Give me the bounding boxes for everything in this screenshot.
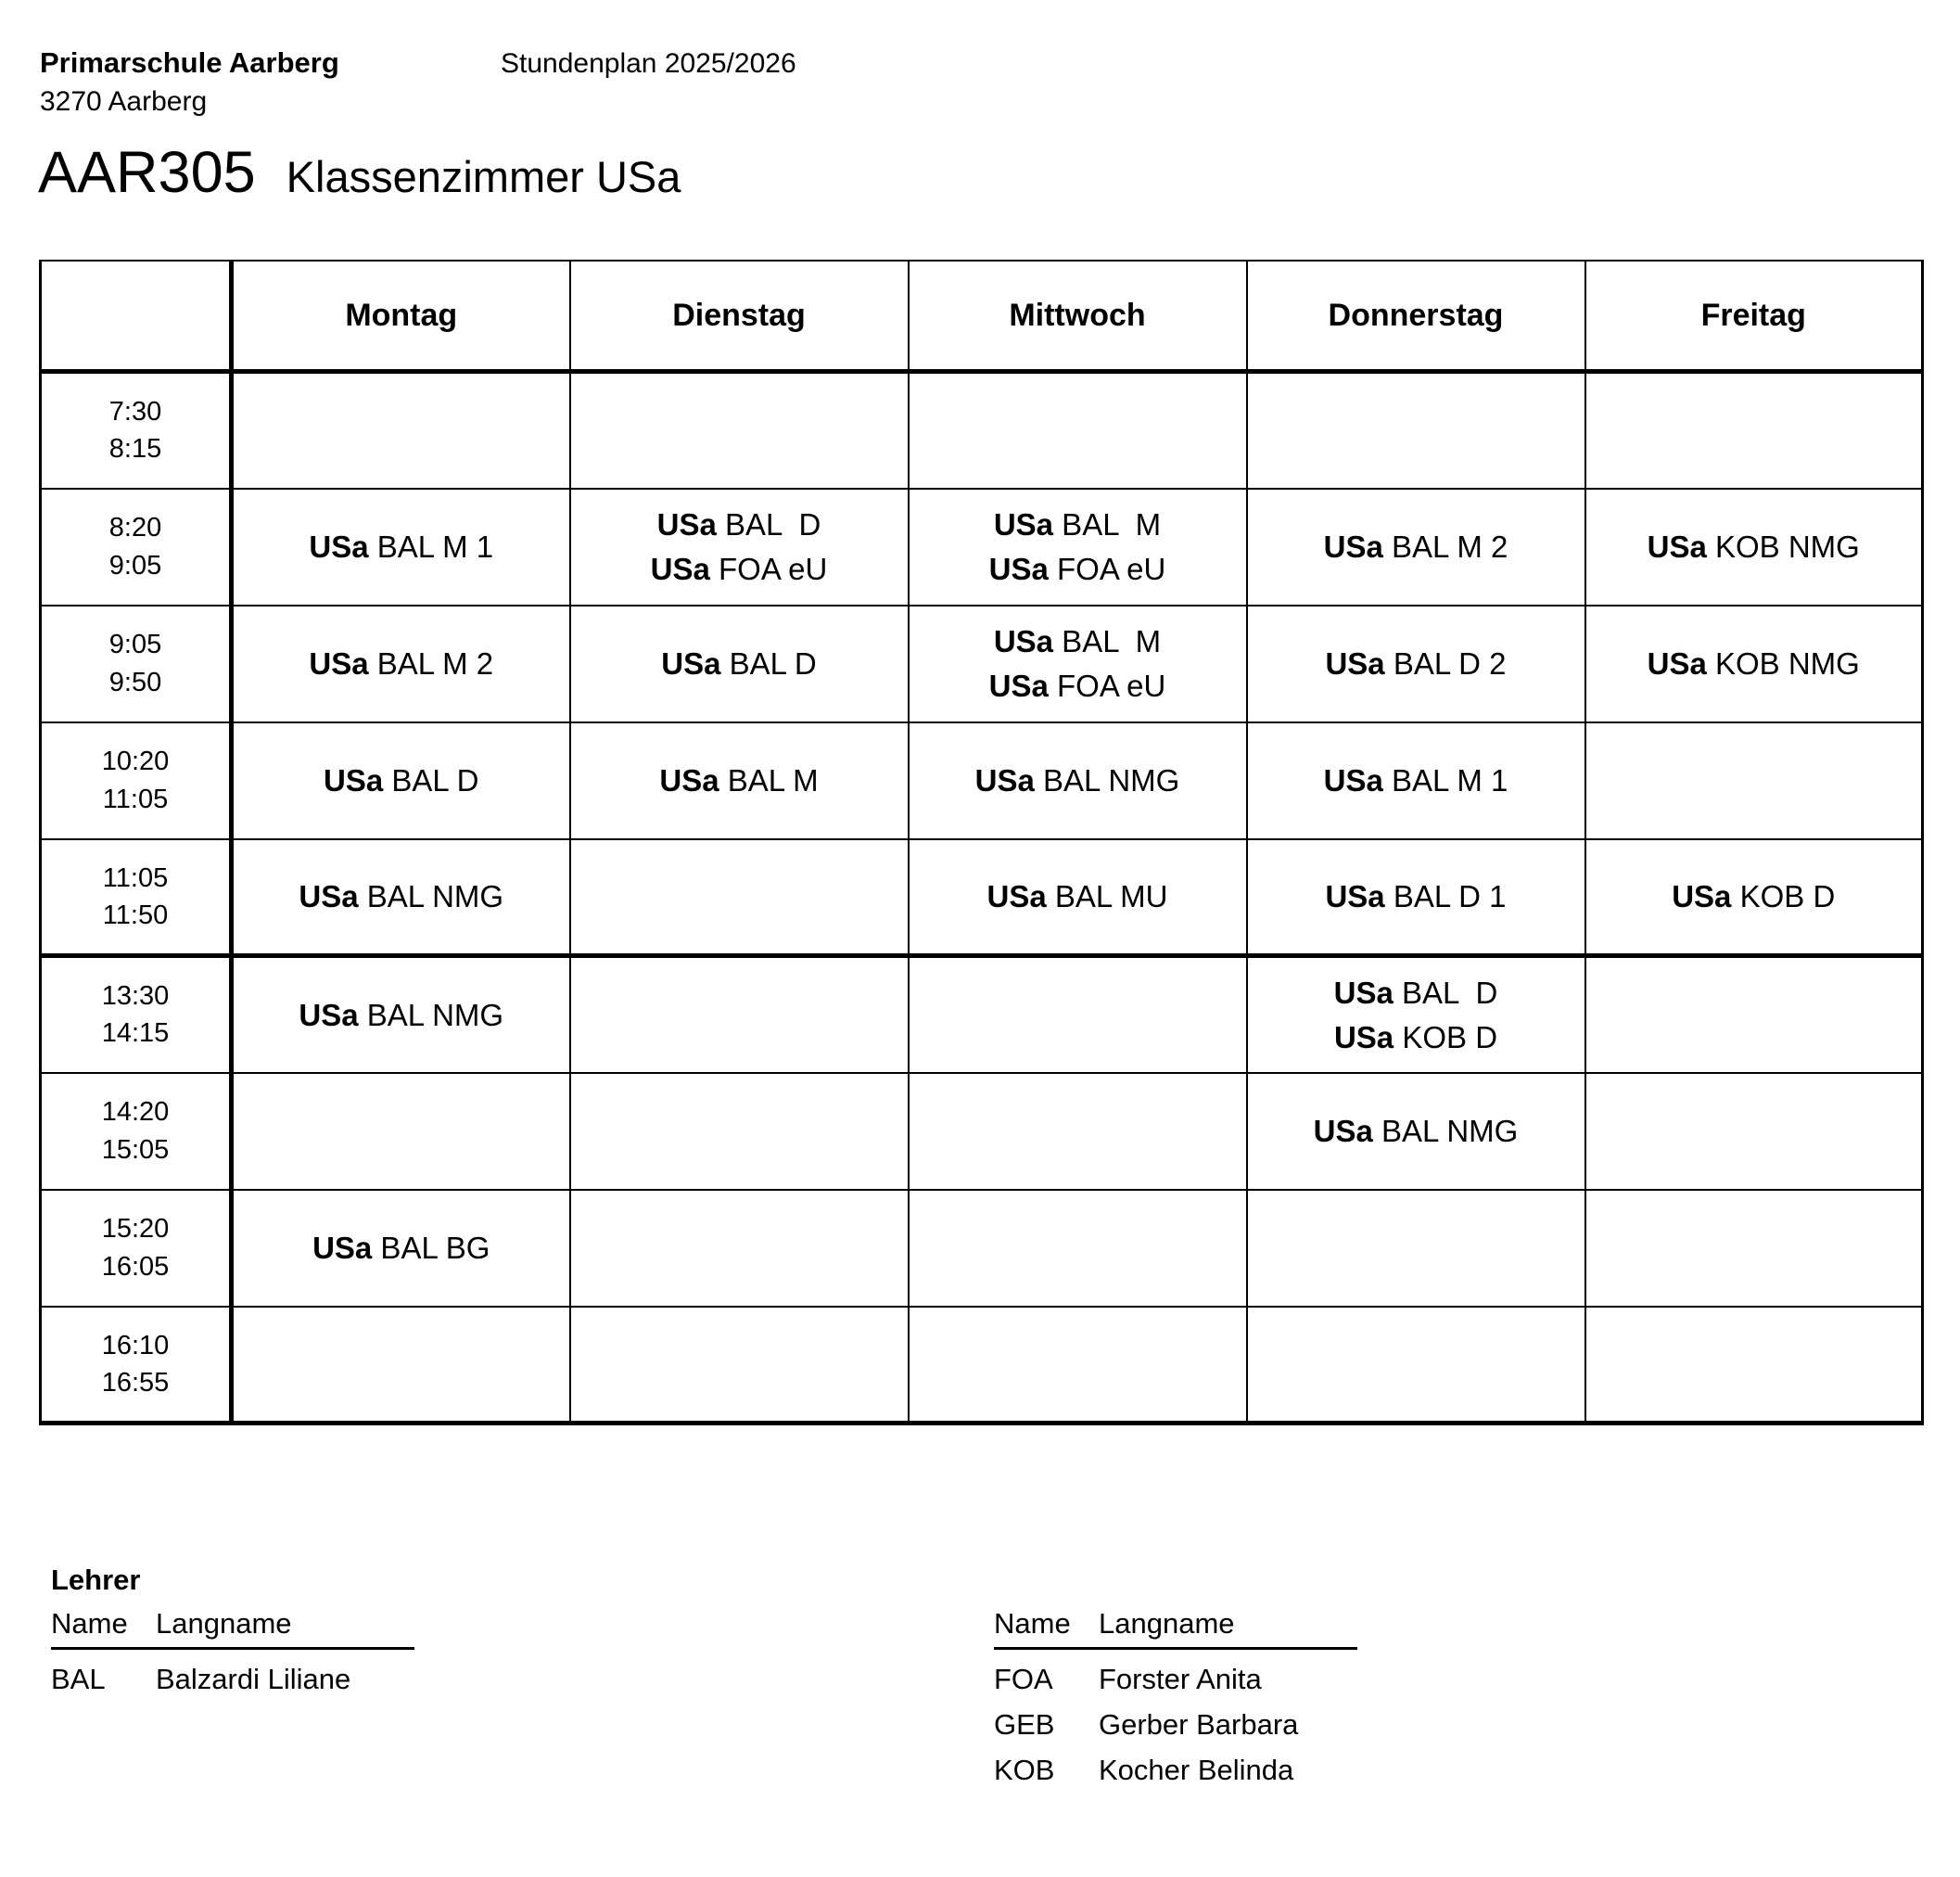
lesson-cell	[1247, 606, 1585, 722]
lesson-entry	[910, 670, 1246, 701]
lesson-entry	[571, 509, 908, 540]
lesson-entry	[571, 648, 908, 679]
lesson-entry	[571, 554, 908, 584]
lesson-cell	[1247, 489, 1585, 606]
lesson-cell	[1585, 1190, 1923, 1307]
teacher-subject-label: BAL D	[1393, 975, 1498, 1010]
class-label: USa	[1323, 763, 1383, 798]
time-end: 9:05	[108, 550, 162, 581]
time-start: 15:20	[101, 1214, 170, 1245]
teacher-code: KOB	[994, 1754, 1055, 1786]
time-end: 11:50	[102, 900, 169, 930]
teacher-subject-label: BAL NMG	[358, 997, 504, 1032]
class-label: USa	[323, 763, 384, 798]
lesson-entry	[910, 554, 1246, 584]
lesson-cell	[909, 372, 1247, 489]
class-label: USa	[1325, 879, 1385, 914]
teacher-subject-label: BAL MU	[1046, 879, 1168, 914]
teacher-subject-label: BAL D 1	[1384, 879, 1507, 914]
lesson-entry	[234, 1232, 569, 1263]
lesson-entry	[234, 648, 569, 679]
table-row	[41, 1307, 1923, 1424]
class-label: USa	[309, 530, 369, 564]
lesson-entry	[571, 765, 908, 796]
time-end: 16:05	[101, 1251, 170, 1282]
lesson-cell	[570, 1307, 909, 1424]
time-cell	[41, 1073, 232, 1190]
lesson-entry	[1586, 881, 1922, 912]
teacher-code: GEB	[994, 1708, 1055, 1741]
teacher-subject-label: BAL NMG	[358, 879, 504, 914]
class-label: USa	[299, 879, 359, 914]
lesson-entry	[910, 881, 1246, 912]
lesson-cell	[232, 372, 570, 489]
lesson-cell	[570, 606, 909, 722]
time-end: 9:50	[108, 667, 162, 697]
day-header-wednesday: Mittwoch	[909, 261, 1247, 372]
class-label: USa	[988, 552, 1049, 586]
day-header-friday: Freitag	[1585, 261, 1923, 372]
legend-col-name-label: Name	[51, 1607, 128, 1640]
legend-columns-header	[994, 1607, 1357, 1650]
lesson-cell	[1247, 372, 1585, 489]
school-name: Primarschule Aarberg	[40, 46, 339, 79]
teacher-fullname: Gerber Barbara	[1099, 1708, 1299, 1741]
teacher-subject-label: FOA eU	[709, 552, 828, 586]
legend-right-column	[994, 1607, 1357, 1787]
legend-col-longname-label: Langname	[156, 1607, 292, 1640]
time-end: 8:15	[108, 434, 162, 465]
lesson-entry	[1248, 1019, 1585, 1054]
lesson-cell	[909, 489, 1247, 606]
teacher-subject-label: BAL M	[1053, 624, 1162, 658]
lesson-entry	[1248, 977, 1585, 1008]
lesson-entry	[910, 765, 1246, 796]
class-label: USa	[993, 624, 1054, 658]
lesson-entry	[234, 997, 569, 1032]
lesson-cell	[570, 1073, 909, 1190]
page-title	[38, 139, 681, 206]
lesson-cell	[1247, 956, 1585, 1073]
teacher-subject-label: KOB NMG	[1706, 646, 1860, 681]
teacher-fullname: Forster Anita	[1099, 1663, 1262, 1695]
table-row	[41, 606, 1923, 722]
legend-columns-header	[51, 1607, 414, 1650]
lesson-entry	[234, 531, 569, 562]
teacher-subject-label: BAL D 2	[1384, 646, 1507, 681]
lesson-cell	[570, 1190, 909, 1307]
class-label: USa	[974, 763, 1035, 798]
legend-left-column	[51, 1607, 414, 1696]
time-start: 11:05	[102, 862, 169, 893]
time-start: 13:30	[101, 981, 170, 1012]
teacher-fullname: Balzardi Liliane	[156, 1663, 351, 1695]
time-start: 7:30	[108, 397, 162, 428]
time-start: 14:20	[101, 1097, 170, 1128]
teacher-code: FOA	[994, 1663, 1053, 1695]
class-label: USa	[993, 507, 1054, 542]
class-label: USa	[299, 997, 359, 1032]
time-start: 10:20	[101, 747, 170, 777]
time-end: 11:05	[102, 784, 169, 814]
table-row	[41, 956, 1923, 1073]
time-cell	[41, 372, 232, 489]
lesson-entry	[1248, 881, 1585, 912]
table-row	[41, 1073, 1923, 1190]
lesson-entry	[1248, 648, 1585, 679]
plan-title: Stundenplan 2025/2026	[501, 48, 796, 79]
class-label: USa	[1333, 1019, 1394, 1054]
lesson-entry	[1248, 765, 1585, 796]
time-cell	[41, 1190, 232, 1307]
lesson-cell	[1585, 489, 1923, 606]
lesson-entry	[1586, 648, 1922, 679]
lesson-cell	[232, 1073, 570, 1190]
teacher-subject-label: BAL BG	[372, 1231, 490, 1265]
teacher-subject-label: BAL M	[1053, 507, 1162, 542]
legend-col-longname-label: Langname	[1099, 1607, 1235, 1640]
class-label: USa	[1323, 530, 1383, 564]
class-label: USa	[1313, 1114, 1373, 1148]
time-start: 16:10	[101, 1330, 170, 1360]
lesson-cell	[1585, 839, 1923, 956]
lesson-entry	[1586, 531, 1922, 562]
teacher-subject-label: BAL NMG	[1372, 1114, 1519, 1148]
day-header-thursday: Donnerstag	[1247, 261, 1585, 372]
class-label: USa	[1325, 646, 1385, 681]
class-label: USa	[650, 552, 710, 586]
time-start: 9:05	[108, 630, 162, 660]
lesson-entry	[910, 626, 1246, 657]
lesson-cell	[1247, 722, 1585, 839]
timetable-header-row	[41, 261, 1923, 372]
teacher-subject-label: KOB NMG	[1706, 530, 1860, 564]
lesson-cell	[570, 489, 909, 606]
legend-title: Lehrer	[51, 1564, 141, 1596]
lesson-entry	[910, 509, 1246, 540]
teacher-code: BAL	[51, 1663, 106, 1695]
lesson-cell	[909, 1190, 1247, 1307]
timetable-wrapper	[39, 260, 1924, 1425]
class-label: USa	[1647, 646, 1707, 681]
time-end: 15:05	[101, 1134, 170, 1165]
time-cell	[41, 1307, 232, 1424]
teacher-subject-label: BAL NMG	[1034, 763, 1180, 798]
lesson-cell	[1585, 372, 1923, 489]
lesson-cell	[570, 956, 909, 1073]
class-label: USa	[309, 646, 369, 681]
class-label: USa	[1333, 975, 1394, 1010]
lesson-entry	[1248, 1116, 1585, 1146]
time-end: 14:15	[101, 1018, 170, 1049]
lesson-cell	[1585, 606, 1923, 722]
legend-row	[994, 1708, 1357, 1742]
table-row	[41, 489, 1923, 606]
timetable	[39, 260, 1924, 1425]
class-label: USa	[656, 507, 717, 542]
table-row	[41, 722, 1923, 839]
class-label: USa	[988, 669, 1049, 703]
teacher-subject-label: BAL M 1	[368, 530, 494, 564]
lesson-cell	[232, 489, 570, 606]
room-name: Klassenzimmer USa	[286, 152, 681, 201]
table-row	[41, 839, 1923, 956]
lesson-entry	[234, 765, 569, 796]
table-row	[41, 1190, 1923, 1307]
lesson-cell	[232, 1190, 570, 1307]
table-row	[41, 372, 1923, 489]
class-label: USa	[1672, 879, 1732, 914]
legend-row	[994, 1663, 1357, 1696]
lesson-cell	[909, 722, 1247, 839]
lesson-cell	[1585, 722, 1923, 839]
lesson-cell	[232, 956, 570, 1073]
lesson-cell	[1247, 839, 1585, 956]
lesson-cell	[909, 606, 1247, 722]
teacher-subject-label: BAL D	[716, 507, 821, 542]
lesson-entry	[1248, 531, 1585, 562]
legend-col-name-label: Name	[994, 1607, 1071, 1640]
teacher-subject-label: FOA eU	[1048, 669, 1166, 703]
time-column-header	[41, 261, 232, 372]
lesson-cell	[232, 1307, 570, 1424]
teacher-subject-label: KOB D	[1394, 1019, 1498, 1054]
class-label: USa	[986, 879, 1047, 914]
teacher-subject-label: FOA eU	[1048, 552, 1166, 586]
lesson-cell	[232, 722, 570, 839]
legend-row	[51, 1663, 414, 1696]
time-cell	[41, 606, 232, 722]
teacher-subject-label: BAL D	[720, 646, 817, 681]
room-code: AAR305	[38, 140, 256, 205]
legend-row	[994, 1754, 1357, 1787]
lesson-cell	[570, 372, 909, 489]
lesson-cell	[909, 956, 1247, 1073]
lesson-cell	[232, 606, 570, 722]
lesson-cell	[232, 839, 570, 956]
day-header-tuesday: Dienstag	[570, 261, 909, 372]
lesson-cell	[1585, 1307, 1923, 1424]
lesson-cell	[1247, 1073, 1585, 1190]
lesson-cell	[1585, 956, 1923, 1073]
class-label: USa	[312, 1231, 373, 1265]
lesson-cell	[909, 839, 1247, 956]
lesson-cell	[909, 1307, 1247, 1424]
teacher-subject-label: BAL M 1	[1382, 763, 1508, 798]
school-city: 3270 Aarberg	[40, 86, 208, 117]
day-header-monday: Montag	[232, 261, 570, 372]
lesson-cell	[570, 722, 909, 839]
lesson-cell	[1585, 1073, 1923, 1190]
time-start: 8:20	[108, 513, 162, 543]
class-label: USa	[1647, 530, 1707, 564]
teacher-subject-label: BAL D	[383, 763, 479, 798]
teacher-subject-label: BAL M 2	[1382, 530, 1508, 564]
time-cell	[41, 956, 232, 1073]
teacher-subject-label: BAL M 2	[368, 646, 494, 681]
lesson-cell	[1247, 1190, 1585, 1307]
lesson-cell	[1247, 1307, 1585, 1424]
teacher-subject-label: KOB D	[1731, 879, 1836, 914]
teacher-subject-label: BAL M	[719, 763, 819, 798]
time-end: 16:55	[101, 1367, 170, 1398]
lesson-entry	[234, 881, 569, 912]
time-cell	[41, 489, 232, 606]
lesson-cell	[570, 839, 909, 956]
class-label: USa	[661, 646, 721, 681]
lesson-cell	[909, 1073, 1247, 1190]
time-cell	[41, 722, 232, 839]
class-label: USa	[659, 763, 719, 798]
time-cell	[41, 839, 232, 956]
teacher-fullname: Kocher Belinda	[1099, 1754, 1294, 1786]
